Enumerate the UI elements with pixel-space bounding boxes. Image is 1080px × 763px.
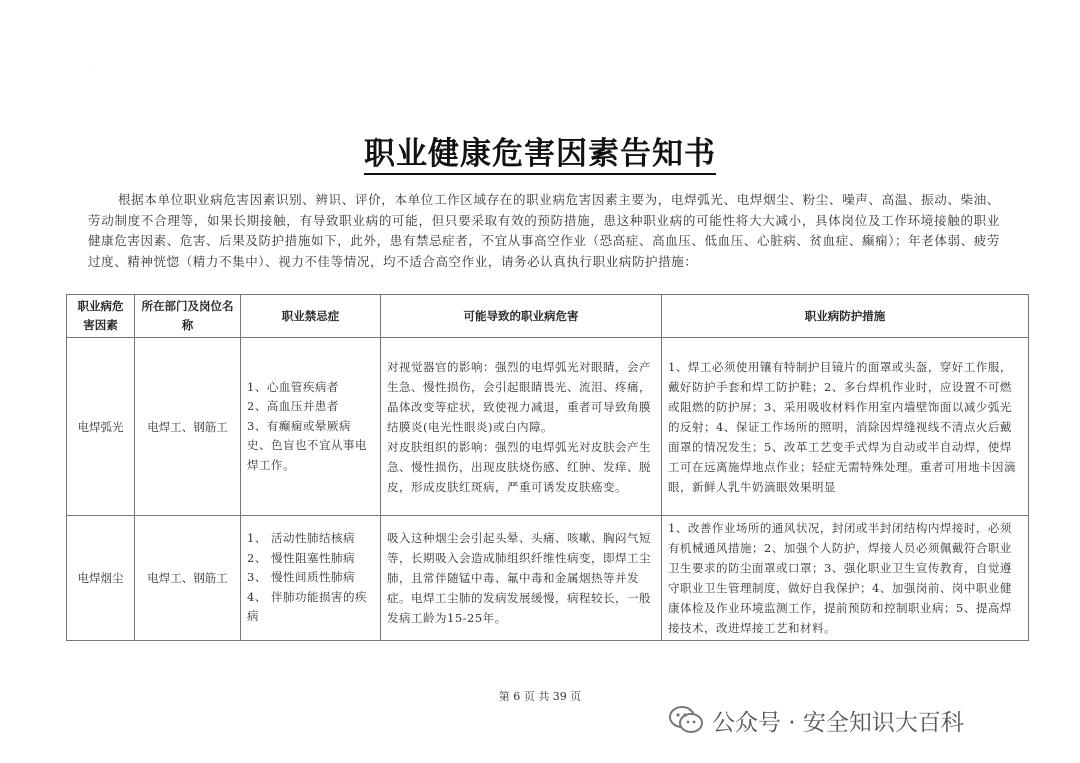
wechat-icon [668,705,704,735]
hazards-text: 对视觉器官的影响：强烈的电焊弧光对眼睛，会产生急、慢性损伤，会引起眼睛畏光、流泪、疼痛，晶体改变等症状，致使视力减退，重者可导致角膜结膜炎(电光性眼炎)或白内障。 对皮肤组织的影响：强烈的电焊弧光对皮肤会产生 急、慢性损伤，出现皮肤烧伤感、红肿、发痒、脱 皮，形成皮肤红斑病，严重可诱发皮肤癌变。 [387,359,651,494]
document-title [0,128,1080,173]
factor-cell: 电焊弧光 [67,338,135,516]
measures-cell [662,338,1029,516]
header-department: 所在部门及岗位名称 [135,295,241,338]
list-item: 3、 慢性间质性肺病 [247,570,355,585]
department-cell: 电焊工、钢筋工 [135,338,241,516]
list-item: 2、 慢性阻塞性肺病 [247,550,355,565]
department-cell: 电焊工、钢筋工 [135,516,241,641]
factor-cell: 电焊烟尘 [67,516,135,641]
header-contraindications: 职业禁忌症 [241,295,381,338]
watermark [668,702,964,738]
page-mark: . [93,62,95,69]
hazards-cell [381,516,662,641]
measures-text: 1、改善作业场所的通风状况，封闭或半封闭结构内焊接时，必须有机械通风措施；2、加强个人防护，焊接人员必须佩戴符合职业卫生要求的防尘面罩或口罩；3、强化职业卫生宣传教育，自觉遵守职业卫生管理制度，做好自我保护；4、加强岗前、岗中职业健康体检及作业环境监测工作，提前预防和控制职业病；5、提高焊接技术，改进焊接工艺和材料。 [668,521,1012,635]
contraindication-list [247,378,374,476]
list-item: 1、 活动性肺结核病 [247,531,355,546]
watermark-text: 公众号 · 安全知识大百科 [712,709,964,736]
table-row [67,338,1029,516]
list-item: 2、高血压并患者 [247,399,339,414]
header-measures: 职业病防护措施 [662,295,1029,338]
measures-text: 1、焊工必须使用镶有特制护目镜片的面罩或头盔，穿好工作服，戴好防护手套和焊工防护鞋；2、多台焊机作业时，应设置不可燃或阻燃的防护屏；3、采用吸收材料作用室内墙壁饰面以减少弧光的反射；4、保证工作场所的照明，消除因焊缝视线不清点火后戴面罩的情况发生；5、改革工艺变手式焊为自动或半自动焊，使焊工可在远离施焊地点作业；轻症无需特殊处理。重者可用地卡因滴眼，新鲜人乳牛奶滴眼效果明显 [668,359,1016,494]
measures-cell [662,516,1029,641]
header-hazards: 可能导致的职业病危害 [381,295,662,338]
list-item: 4、 伴肺功能损害的疾病 [247,589,367,624]
list-item: 1、心血管疾病者 [247,379,339,394]
contraindications-cell [241,338,381,516]
table-row [67,516,1029,641]
hazards-cell [381,338,662,516]
header-factor: 职业病危害因素 [67,295,135,338]
table-header-row [67,295,1029,338]
intro-paragraph: 根据本单位职业病危害因素识别、辨识、评价，本单位工作区域存在的职业病危害因素主要为，电焊弧光、电焊烟尘、粉尘、噪声、高温、振动、柴油、劳动制度不合理等，如果长期接触，有导致职业病的可能，但只要采取有效的预防措施，患这种职业病的可能性将大大减小，具体岗位及工作环境接触的职业健康危害因素、危害、后果及防护措施如下，此外，患有禁忌症者，不宜从事高空作业（恐高症、高血压、低血压、心脏病、贫血症、癫痫）；年老体弱、疲劳过度、精神恍惚（精力不集中）、视力不佳等情况，均不适合高空作业，请务必认真执行职业病防护措施： [88,192,1000,269]
page-number: 第 6 页 共 39 页 [498,690,582,703]
hazard-table [66,294,1029,641]
hazards-text: 吸入这种烟尘会引起头晕、头痛、咳嗽、胸闷气短等，长期吸入会造成肺组织纤维性病变，即焊工尘肺，且常伴随锰中毒、氟中毒和金属烟热等并发症。电焊工尘肺的发病发展缓慢，病程较长，一般发病工龄为15-25年。 [387,531,651,625]
contraindications-cell [241,516,381,641]
title-text: 职业健康危害因素告知书 [364,136,716,175]
list-item: 3、有癫痫或晕厥病史、色盲也不宜从事电焊工作。 [247,418,367,472]
contraindication-list [247,529,374,627]
